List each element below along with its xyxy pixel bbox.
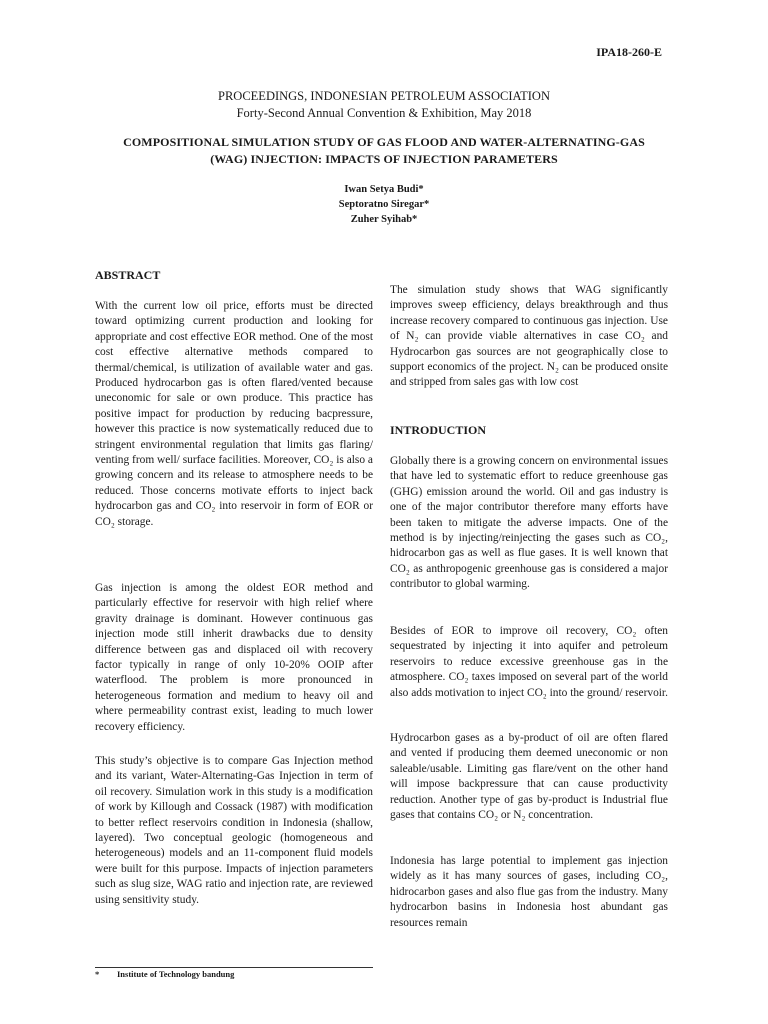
abstract-paragraph-4: [390, 283, 668, 391]
author-name: Septoratno Siregar*: [338, 199, 430, 210]
author-list: [0, 182, 768, 227]
footnote: [95, 969, 234, 979]
abstract-paragraph-1: [95, 299, 373, 530]
introduction-paragraph-4: [390, 854, 668, 931]
paragraph-text: Globally there is a growing concern on environmental issues that have led to systematic effort to reduce greenhouse gas (GHG) emission around the world. Oil and gas industry is one of the major contributor therefore many efforts have been taken to mitigate the adverse impacts. One of the method is by injecting/reinjecting the gases such as CO₂, hidrocarbon gas as well as flue gases. It is well known that CO₂ as anthropogenic greenhouse gas is considered a major contributor to global warming.: [390, 455, 668, 591]
document-id: IPA18-260-E: [596, 45, 662, 59]
abstract-heading-block: [95, 268, 373, 283]
introduction-paragraph-3: [390, 731, 668, 823]
paragraph-text: Gas injection is among the oldest EOR method and particularly effective for reservoir with high relief where gravity drainage is dominant. However continuous gas injection mode still inherit drawbacks due to density difference between gas and displaced oil with recovery factor typically in range of only 10-20% OOIP after waterflood. The problem is more pronounced in heterogeneous formation and medium to heavy oil and where permeability contrast exist, leading to much lower recovery efficiency.: [95, 582, 373, 733]
introduction-heading: INTRODUCTION: [390, 423, 487, 437]
footnote-marker: *: [95, 969, 100, 979]
introduction-paragraph-2: [390, 624, 668, 701]
introduction-paragraph-1: [390, 454, 668, 593]
abstract-heading: ABSTRACT: [95, 268, 161, 282]
convention-subheader: Forty-Second Annual Convention & Exhibition, May 2018: [236, 106, 532, 120]
paper-title: [90, 134, 678, 168]
paragraph-text: Hydrocarbon gases as a by-product of oil are often flared and vented if producing them deemed uneconomic or non saleable/usable. Limiting gas flare/vent on the other hand will impose backpressure that can cause productivity reduction. Another type of gas by-product is Industrial flue gases that contains CO₂ or N₂ concentration.: [390, 732, 668, 822]
paragraph-text: Indonesia has large potential to implement gas injection widely as it has many sources of gases, including CO₂, hidrocarbon gases and also flue gas from the industry. Many hydrocarbon basins in Indonesia host abundant gas resources remain: [390, 855, 668, 929]
title-line-1: COMPOSITIONAL SIMULATION STUDY OF GAS FLOOD AND WATER-ALTERNATING-GAS: [123, 135, 645, 149]
author-name: Zuher Syihab*: [350, 214, 418, 225]
footnote-text: Institute of Technology bandung: [117, 969, 235, 979]
paragraph-text: With the current low oil price, efforts must be directed toward optimizing current production and looking for appropriate and cost effective EOR method. One of the most cost effective alternative methods compared to thermal/chemical, is utilization of available water and gas. Produced hydrocarbon gas is often flared/vented because uneconomic for sale or own produce. This practice has positive impact for production by reducing bacpressure, however this practice is now systematically reduced due to stringent environmental regulation that limits gas flaring/ venting from well/ surface facilities. Moreover, CO₂ is also a growing concern and its release to atmosphere needs to be reduced. Those concerns motivate efforts to inject back hydrocarbon gas and CO₂ into reservoir in form of EOR or CO₂ storage.: [95, 300, 373, 528]
paragraph-text: The simulation study shows that WAG significantly improves sweep efficiency, delays breakthrough and thus increase recovery compared to continuous gas injection. Use of N₂ can provide viable alternatives in case CO₂ and Hydrocarbon gas sources are not geographically close to support economics of the project. N₂ can be produced onsite and stripped from sales gas with low cost: [390, 284, 668, 389]
title-line-2: (WAG) INJECTION: IMPACTS OF INJECTION PARAMETERS: [210, 152, 558, 166]
paragraph-text: This study’s objective is to compare Gas Injection method and its variant, Water-Alternating-Gas Injection in term of oil recovery. Simulation work in this study is a modification of work by Killough and Cossack (1987) with modification to better reflect reservoirs condition in Indonesia (shallow, layered). Two conceptual geologic (homogeneous and heterogeneous) models and an 11-component fluid models were built for this purpose. Impacts of injection parameters such as slug size, WAG ratio and injection rate, are reviewed using sensitivity study.: [95, 755, 373, 906]
paragraph-text: Besides of EOR to improve oil recovery, CO₂ often sequestrated by injecting it into aquifer and petroleum reservoirs to reduce excessive greenhouse gas in the atmosphere. CO₂ taxes imposed on several part of the world also adds motivation to inject CO₂ into the ground/ reservoir.: [390, 625, 668, 699]
abstract-paragraph-2: [95, 581, 373, 735]
footnote-divider: [95, 967, 373, 968]
introduction-heading-block: [390, 423, 668, 438]
abstract-paragraph-3: [95, 754, 373, 908]
proceedings-header: PROCEEDINGS, INDONESIAN PETROLEUM ASSOCIATION: [218, 89, 550, 103]
author-name: Iwan Setya Budi*: [344, 184, 424, 195]
